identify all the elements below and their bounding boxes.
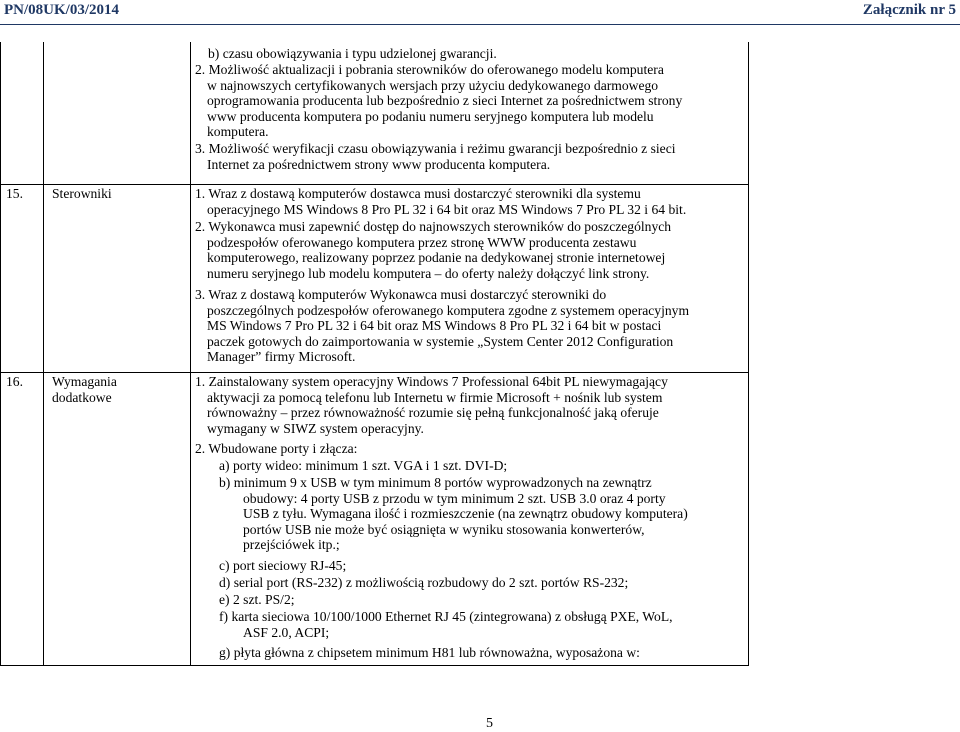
row-divider-16 <box>0 372 749 373</box>
row14-paragraph-3 <box>195 141 742 172</box>
row16-item-e: e) 2 szt. PS/2; <box>219 592 295 607</box>
document-reference: PN/08UK/03/2014 <box>4 2 119 18</box>
text-line: b) minimum 9 x USB w tym minimum 8 portów wyprowadzonych na zewnątrz <box>219 475 652 490</box>
row14-item-b: b) czasu obowiązywania i typu udzielonej gwarancji. <box>208 46 497 61</box>
text-line: www producenta komputera po podaniu numeru seryjnego komputera lub modelu <box>207 108 654 124</box>
text-line: 3. Możliwość weryfikacji czasu obowiązywania i reżimu gwarancji bezpośrednio z sieci <box>195 141 676 156</box>
row16-label-line: Wymagania <box>52 374 117 389</box>
text-line: w najnowszych certyfikowanych wersjach przy użyciu dedykowanego darmowego <box>207 77 659 93</box>
row16-item-a: a) porty wideo: minimum 1 szt. VGA i 1 szt. DVI-D; <box>219 458 508 473</box>
text-line: USB z tyłu. Wymagana ilość i rozmieszczenie (na zewnątrz obudowy komputera) <box>243 506 688 521</box>
page-number: 5 <box>486 716 493 731</box>
header-rule <box>0 24 960 25</box>
text-line: 1. Wraz z dostawą komputerów dostawca musi dostarczyć sterowniki dla systemu <box>195 186 641 201</box>
row16-item-b <box>219 475 742 553</box>
text-line: paczek gotowych do zaimportowania w systemie „System Center 2012 Configuration <box>207 333 674 349</box>
text-line: obudowy: 4 porty USB z przodu w tym minimum 2 szt. USB 3.0 oraz 4 porty <box>243 490 666 506</box>
text-line: numeru seryjnego lub modelu komputera – do oferty należy dołączyć link strony. <box>207 265 650 281</box>
row15-paragraph-1 <box>195 186 742 217</box>
row16-item-c: c) port sieciowy RJ-45; <box>219 558 347 573</box>
text-line: ASF 2.0, ACPI; <box>243 624 330 640</box>
table-left-border <box>0 42 1 666</box>
row16-paragraph-2: 2. Wbudowane porty i złącza: <box>195 441 358 456</box>
text-line: równoważny – przez równoważność rozumie się pełną funkcjonalność jaką oferuje <box>207 405 659 420</box>
text-line: aktywacji za pomocą telefonu lub Internetu w firmie Microsoft + nośnik lub system <box>207 389 663 405</box>
column-divider-1 <box>43 42 44 666</box>
text-line: przejściówek itp.; <box>243 537 340 552</box>
table-bottom-border <box>0 665 749 666</box>
row16-item-g: g) płyta główna z chipsetem minimum H81 lub równoważna, wyposażona w: <box>219 645 640 660</box>
text-line: Internet za pośrednictwem strony www producenta komputera. <box>207 156 551 172</box>
text-line: 2. Wykonawca musi zapewnić dostęp do najnowszych sterowników do poszczególnych <box>195 219 672 234</box>
text-line: operacyjnego MS Windows 8 Pro PL 32 i 64 bit oraz MS Windows 7 Pro PL 32 i 64 bit. <box>207 201 687 217</box>
row16-item-d: d) serial port (RS-232) z możliwością rozbudowy do 2 szt. portów RS-232; <box>219 575 629 590</box>
row14-paragraph-2 <box>195 62 742 140</box>
text-line: komputerowego, realizowany poprzez podanie na dedykowanej stronie internetowej <box>207 250 666 265</box>
text-line: portów USB nie może być osiągnięta w wyniku stosowania konwerterów, <box>243 521 645 537</box>
table-right-border <box>748 42 749 666</box>
row16-number: 16. <box>6 374 23 389</box>
row16-label-line: dodatkowe <box>52 389 112 405</box>
text-line: f) karta sieciowa 10/100/1000 Ethernet RJ 45 (zintegrowana) z obsługą PXE, WoL, <box>219 609 673 624</box>
text-line: MS Windows 7 Pro PL 32 i 64 bit oraz MS Windows 8 Pro PL 32 i 64 bit w postaci <box>207 318 662 333</box>
row15-label: Sterowniki <box>52 186 112 201</box>
text-line: poszczególnych podzespołów oferowanego komputera zgodne z systemem operacyjnym <box>207 302 690 318</box>
row16-label <box>52 374 117 405</box>
text-line: komputera. <box>207 124 269 139</box>
row15-paragraph-2 <box>195 219 742 281</box>
text-line: 2. Możliwość aktualizacji i pobrania sterowników do oferowanego modelu komputera <box>195 62 664 77</box>
text-line: podzespołów oferowanego komputera przez stronę WWW producenta zestawu <box>207 234 637 250</box>
text-line: 3. Wraz z dostawą komputerów Wykonawca musi dostarczyć sterowniki do <box>195 287 607 302</box>
text-line: oprogramowania producenta lub bezpośrednio z sieci Internet za pośrednictwem strony <box>207 93 683 108</box>
row15-paragraph-3 <box>195 287 742 365</box>
text-line: Manager” firmy Microsoft. <box>207 349 356 364</box>
row15-number: 15. <box>6 186 23 201</box>
row16-item-f <box>219 609 742 640</box>
attachment-label: Załącznik nr 5 <box>862 2 956 18</box>
text-line: 1. Zainstalowany system operacyjny Windows 7 Professional 64bit PL niewymagający <box>195 374 668 389</box>
row-divider-15 <box>0 184 749 185</box>
text-line: wymagany w SIWZ system operacyjny. <box>207 420 424 436</box>
row16-paragraph-1 <box>195 374 742 436</box>
column-divider-2 <box>190 42 191 666</box>
